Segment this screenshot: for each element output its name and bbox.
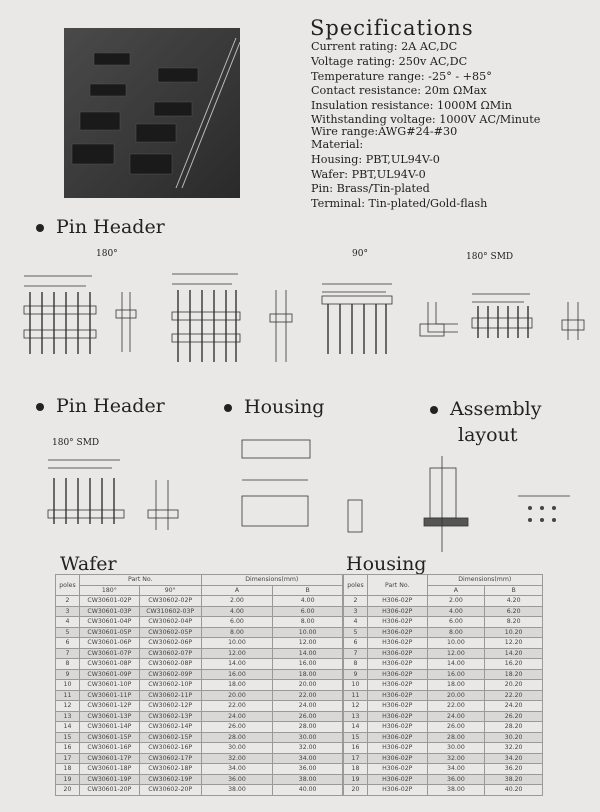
- wafer-table-row: [56, 732, 343, 743]
- angle-label-180-smd: 180° SMD: [466, 252, 514, 262]
- wafer-cell: CW30601-02P: [79, 596, 139, 607]
- wafer-cell: 4: [56, 617, 80, 628]
- housing-table-row: [344, 596, 543, 607]
- wafer-cell: 6: [56, 638, 80, 649]
- bullet-icon: [224, 404, 232, 412]
- wafer-cell: 40.00: [273, 785, 343, 796]
- housing-a-header: A: [427, 585, 485, 596]
- wafer-table-row: [56, 680, 343, 691]
- wafer-cell: 6.00: [201, 617, 273, 628]
- pin-header-90-drawing: [322, 284, 458, 354]
- wafer-cell: 19: [56, 774, 80, 785]
- wafer-cell: 32.00: [201, 753, 273, 764]
- wafer-cell: CW30601-05P: [79, 627, 139, 638]
- housing-cell: 18.00: [427, 680, 485, 691]
- housing-b-header: B: [485, 585, 543, 596]
- wafer-cell: 18.00: [201, 680, 273, 691]
- wafer-cell: 38.00: [201, 785, 273, 796]
- bullet-icon: [430, 406, 438, 414]
- housing-cell: 34.00: [427, 764, 485, 775]
- housing-table-row: [344, 732, 543, 743]
- housing-cell: 6.00: [427, 617, 485, 628]
- spec-line: Pin: Brass/Tin-plated: [311, 182, 430, 196]
- wafer-cell: CW30601-09P: [79, 669, 139, 680]
- wafer-table-row: [56, 648, 343, 659]
- wafer-90-header: 90°: [139, 585, 201, 596]
- wafer-cell: 30.00: [201, 743, 273, 754]
- housing-cell: 4.00: [427, 606, 485, 617]
- wafer-cell: 28.00: [273, 722, 343, 733]
- wafer-cell: 28.00: [201, 732, 273, 743]
- wafer-cell: CW30602-14P: [139, 722, 201, 733]
- wafer-cell: 18: [56, 764, 80, 775]
- housing-cell: 15: [344, 732, 368, 743]
- housing-cell: H306-02P: [367, 680, 427, 691]
- wafer-cell: CW30601-15P: [79, 732, 139, 743]
- wafer-cell: 15: [56, 732, 80, 743]
- wafer-cell: 8: [56, 659, 80, 670]
- wafer-cell: CW30602-06P: [139, 638, 201, 649]
- housing-cell: 16.00: [427, 669, 485, 680]
- housing-table-row: [344, 617, 543, 628]
- housing-table-row: [344, 701, 543, 712]
- wafer-table-row: [56, 785, 343, 796]
- housing-table-row: [344, 606, 543, 617]
- wafer-cell: CW30602-15P: [139, 732, 201, 743]
- angle-label-180: 180°: [96, 249, 118, 259]
- housing-cell: H306-02P: [367, 606, 427, 617]
- wafer-a-header: A: [201, 585, 273, 596]
- wafer-table-row: [56, 743, 343, 754]
- wafer-cell: 2: [56, 596, 80, 607]
- housing-cell: 8.20: [485, 617, 543, 628]
- wafer-cell: CW30601-11P: [79, 690, 139, 701]
- wafer-cell: 14: [56, 722, 80, 733]
- housing-cell: 22.00: [427, 701, 485, 712]
- wafer-cell: CW30601-08P: [79, 659, 139, 670]
- wafer-cell: 30.00: [273, 732, 343, 743]
- housing-cell: 10.00: [427, 638, 485, 649]
- wafer-cell: 17: [56, 753, 80, 764]
- wafer-cell: CW30601-16P: [79, 743, 139, 754]
- wafer-table-row: [56, 774, 343, 785]
- wafer-cell: 18.00: [273, 669, 343, 680]
- wafer-cell: 34.00: [273, 753, 343, 764]
- wafer-cell: 22.00: [273, 690, 343, 701]
- wafer-cell: CW30601-14P: [79, 722, 139, 733]
- housing-cell: 22.20: [485, 690, 543, 701]
- wafer-cell: CW30602-13P: [139, 711, 201, 722]
- wafer-cell: CW30602-18P: [139, 764, 201, 775]
- housing-cell: 4.20: [485, 596, 543, 607]
- angle-label-180-smd-2: 180° SMD: [52, 438, 100, 448]
- housing-cell: 14.20: [485, 648, 543, 659]
- housing-cell: 8: [344, 659, 368, 670]
- housing-cell: 26.20: [485, 711, 543, 722]
- wafer-cell: 34.00: [201, 764, 273, 775]
- pin-header-smd-heading: Pin Header: [36, 395, 165, 417]
- housing-table-title: Housing: [346, 553, 427, 575]
- housing-cell: H306-02P: [367, 785, 427, 796]
- wafer-cell: 14.00: [201, 659, 273, 670]
- wafer-cell: 8.00: [273, 617, 343, 628]
- housing-table-row: [344, 753, 543, 764]
- housing-cell: H306-02P: [367, 596, 427, 607]
- wafer-partno-header: Part No.: [79, 575, 201, 586]
- wafer-cell: CW30602-02P: [139, 596, 201, 607]
- housing-cell: H306-02P: [367, 753, 427, 764]
- housing-cell: 14: [344, 722, 368, 733]
- housing-cell: H306-02P: [367, 774, 427, 785]
- wafer-cell: CW30601-06P: [79, 638, 139, 649]
- housing-cell: H306-02P: [367, 659, 427, 670]
- wafer-180-header: 180°: [79, 585, 139, 596]
- housing-cell: H306-02P: [367, 648, 427, 659]
- spec-line: Temperature range: -25° - +85°: [311, 69, 492, 83]
- spec-line: Wafer: PBT,UL94V-0: [311, 167, 426, 181]
- housing-table-row: [344, 627, 543, 638]
- housing-cell: 3: [344, 606, 368, 617]
- wafer-cell: CW30602-17P: [139, 753, 201, 764]
- housing-cell: 8.00: [427, 627, 485, 638]
- wafer-cell: 12.00: [201, 648, 273, 659]
- wafer-cell: CW30602-16P: [139, 743, 201, 754]
- spec-line: Voltage rating: 250v AC,DC: [311, 54, 468, 68]
- wafer-dims-header: Dimensions(mm): [201, 575, 342, 586]
- housing-cell: 11: [344, 690, 368, 701]
- pin-header-smd-2-drawing: [48, 460, 178, 530]
- wafer-cell: 4.00: [201, 606, 273, 617]
- housing-cell: 20.00: [427, 690, 485, 701]
- wafer-cell: CW30602-08P: [139, 659, 201, 670]
- housing-cell: 20: [344, 785, 368, 796]
- housing-cell: 6.20: [485, 606, 543, 617]
- wafer-b-header: B: [273, 585, 343, 596]
- wafer-cell: 24.00: [201, 711, 273, 722]
- housing-table-row: [344, 774, 543, 785]
- housing-cell: H306-02P: [367, 617, 427, 628]
- wafer-table-row: [56, 764, 343, 775]
- housing-drawing: [242, 440, 362, 532]
- wafer-cell: CW30601-12P: [79, 701, 139, 712]
- housing-cell: 12: [344, 701, 368, 712]
- wafer-cell: CW30602-04P: [139, 617, 201, 628]
- wafer-cell: 20.00: [273, 680, 343, 691]
- wafer-cell: 13: [56, 711, 80, 722]
- pin-header-180-long-drawing: [172, 274, 292, 362]
- wafer-cell: 26.00: [201, 722, 273, 733]
- housing-cell: H306-02P: [367, 690, 427, 701]
- housing-cell: 19: [344, 774, 368, 785]
- housing-cell: 30.20: [485, 732, 543, 743]
- housing-cell: H306-02P: [367, 669, 427, 680]
- wafer-cell: 6.00: [273, 606, 343, 617]
- wafer-cell: 12.00: [273, 638, 343, 649]
- wafer-cell: 16.00: [273, 659, 343, 670]
- wafer-cell: CW30602-07P: [139, 648, 201, 659]
- housing-cell: H306-02P: [367, 722, 427, 733]
- housing-table-row: [344, 764, 543, 775]
- wafer-table-row: [56, 711, 343, 722]
- wafer-poles-header: poles: [56, 575, 80, 596]
- wafer-cell: CW30601-10P: [79, 680, 139, 691]
- wafer-cell: 16.00: [201, 669, 273, 680]
- housing-cell: 26.00: [427, 722, 485, 733]
- spec-line: Wire range:AWG#24-#30: [311, 124, 458, 138]
- specifications-title: Specifications: [310, 16, 474, 40]
- housing-cell: 10.20: [485, 627, 543, 638]
- housing-cell: 12.00: [427, 648, 485, 659]
- housing-cell: 5: [344, 627, 368, 638]
- wafer-cell: 26.00: [273, 711, 343, 722]
- housing-table-row: [344, 785, 543, 796]
- spec-line: Current rating: 2A AC,DC: [311, 40, 458, 53]
- wafer-cell: 36.00: [273, 764, 343, 775]
- wafer-cell: 7: [56, 648, 80, 659]
- wafer-cell: 14.00: [273, 648, 343, 659]
- housing-cell: 38.00: [427, 785, 485, 796]
- housing-cell: H306-02P: [367, 764, 427, 775]
- wafer-cell: CW30602-12P: [139, 701, 201, 712]
- wafer-table: [55, 574, 343, 796]
- wafer-cell: CW30602-05P: [139, 627, 201, 638]
- wafer-cell: 10: [56, 680, 80, 691]
- wafer-cell: 16: [56, 743, 80, 754]
- wafer-table-row: [56, 669, 343, 680]
- housing-cell: 34.20: [485, 753, 543, 764]
- bullet-icon: [36, 403, 44, 411]
- bullet-icon: [36, 224, 44, 232]
- wafer-cell: 24.00: [273, 701, 343, 712]
- housing-cell: 20.20: [485, 680, 543, 691]
- wafer-cell: CW30602-11P: [139, 690, 201, 701]
- spec-line: Insulation resistance: 1000M ΩMin: [311, 99, 512, 113]
- wafer-table-row: [56, 753, 343, 764]
- wafer-cell: CW30602-09P: [139, 669, 201, 680]
- pin-header-180-smd-drawing: [472, 294, 584, 340]
- pin-header-180-drawing: [24, 276, 136, 354]
- housing-cell: 30.00: [427, 743, 485, 754]
- wafer-table-row: [56, 722, 343, 733]
- housing-table-row: [344, 648, 543, 659]
- housing-table-row: [344, 680, 543, 691]
- wafer-cell: CW30601-03P: [79, 606, 139, 617]
- wafer-cell: CW30602-10P: [139, 680, 201, 691]
- housing-table: [343, 574, 543, 796]
- wafer-cell: 10.00: [201, 638, 273, 649]
- housing-partno-header: Part No.: [367, 575, 427, 596]
- wafer-cell: CW30601-04P: [79, 617, 139, 628]
- wafer-table-row: [56, 701, 343, 712]
- wafer-cell: 32.00: [273, 743, 343, 754]
- wafer-cell: CW30602-19P: [139, 774, 201, 785]
- assembly-layout-drawing: [424, 456, 570, 552]
- housing-cell: 36.20: [485, 764, 543, 775]
- housing-dims-header: Dimensions(mm): [427, 575, 542, 586]
- wafer-cell: CW310602-03P: [139, 606, 201, 617]
- wafer-cell: 38.00: [273, 774, 343, 785]
- housing-cell: 14.00: [427, 659, 485, 670]
- wafer-cell: CW30601-18P: [79, 764, 139, 775]
- housing-cell: 6: [344, 638, 368, 649]
- housing-cell: H306-02P: [367, 701, 427, 712]
- angle-label-90: 90°: [352, 249, 368, 259]
- housing-table-row: [344, 711, 543, 722]
- housing-cell: 38.20: [485, 774, 543, 785]
- housing-cell: 36.00: [427, 774, 485, 785]
- pin-header-heading: Pin Header: [36, 216, 165, 238]
- housing-cell: 40.20: [485, 785, 543, 796]
- housing-cell: 12.20: [485, 638, 543, 649]
- housing-table-row: [344, 722, 543, 733]
- housing-cell: 2: [344, 596, 368, 607]
- wafer-cell: 5: [56, 627, 80, 638]
- wafer-cell: CW30602-20P: [139, 785, 201, 796]
- housing-cell: 32.20: [485, 743, 543, 754]
- housing-cell: H306-02P: [367, 627, 427, 638]
- wafer-cell: 20.00: [201, 690, 273, 701]
- housing-cell: 32.00: [427, 753, 485, 764]
- wafer-table-row: [56, 617, 343, 628]
- wafer-cell: CW30601-20P: [79, 785, 139, 796]
- wafer-table-row: [56, 606, 343, 617]
- housing-cell: H306-02P: [367, 711, 427, 722]
- wafer-cell: CW30601-19P: [79, 774, 139, 785]
- product-photo: [64, 28, 240, 198]
- housing-cell: 28.20: [485, 722, 543, 733]
- housing-cell: H306-02P: [367, 732, 427, 743]
- housing-table-row: [344, 690, 543, 701]
- wafer-cell: 36.00: [201, 774, 273, 785]
- spec-line: Terminal: Tin-plated/Gold-flash: [311, 197, 488, 211]
- housing-cell: 4: [344, 617, 368, 628]
- housing-cell: 13: [344, 711, 368, 722]
- housing-cell: 24.00: [427, 711, 485, 722]
- wafer-cell: CW30601-13P: [79, 711, 139, 722]
- housing-cell: H306-02P: [367, 638, 427, 649]
- spec-line: Contact resistance: 20m ΩMax: [311, 84, 487, 98]
- housing-table-row: [344, 659, 543, 670]
- housing-cell: 17: [344, 753, 368, 764]
- pin-header-drawings: [16, 262, 590, 376]
- wafer-cell: 4.00: [273, 596, 343, 607]
- wafer-cell: CW30601-07P: [79, 648, 139, 659]
- housing-cell: 10: [344, 680, 368, 691]
- spec-line: Housing: PBT,UL94V-0: [311, 152, 440, 166]
- wafer-cell: 20: [56, 785, 80, 796]
- wafer-table-row: [56, 627, 343, 638]
- housing-cell: 9: [344, 669, 368, 680]
- wafer-table-title: Wafer: [60, 553, 117, 575]
- housing-poles-header: poles: [344, 575, 368, 596]
- housing-table-row: [344, 743, 543, 754]
- spec-line: Material:: [311, 137, 364, 151]
- wafer-cell: 9: [56, 669, 80, 680]
- housing-cell: 18: [344, 764, 368, 775]
- housing-heading: Housing: [224, 396, 324, 418]
- wafer-cell: 10.00: [273, 627, 343, 638]
- housing-cell: H306-02P: [367, 743, 427, 754]
- housing-cell: 2.00: [427, 596, 485, 607]
- housing-cell: 28.00: [427, 732, 485, 743]
- wafer-cell: 2.00: [201, 596, 273, 607]
- housing-table-row: [344, 669, 543, 680]
- housing-table-row: [344, 638, 543, 649]
- housing-cell: 16: [344, 743, 368, 754]
- spec-line: Withstanding voltage: 1000V AC/Minute: [311, 112, 541, 126]
- wafer-cell: 11: [56, 690, 80, 701]
- wafer-cell: 8.00: [201, 627, 273, 638]
- housing-cell: 16.20: [485, 659, 543, 670]
- housing-assembly-drawings: [30, 436, 590, 554]
- wafer-cell: CW30601-17P: [79, 753, 139, 764]
- housing-cell: 7: [344, 648, 368, 659]
- wafer-table-row: [56, 638, 343, 649]
- housing-cell: 24.20: [485, 701, 543, 712]
- wafer-table-row: [56, 690, 343, 701]
- wafer-cell: 12: [56, 701, 80, 712]
- housing-cell: 18.20: [485, 669, 543, 680]
- specifications-list: [311, 40, 540, 212]
- wafer-table-row: [56, 596, 343, 607]
- wafer-table-row: [56, 659, 343, 670]
- wafer-cell: 3: [56, 606, 80, 617]
- assembly-layout-heading: Assembly layout: [430, 396, 541, 448]
- wafer-cell: 22.00: [201, 701, 273, 712]
